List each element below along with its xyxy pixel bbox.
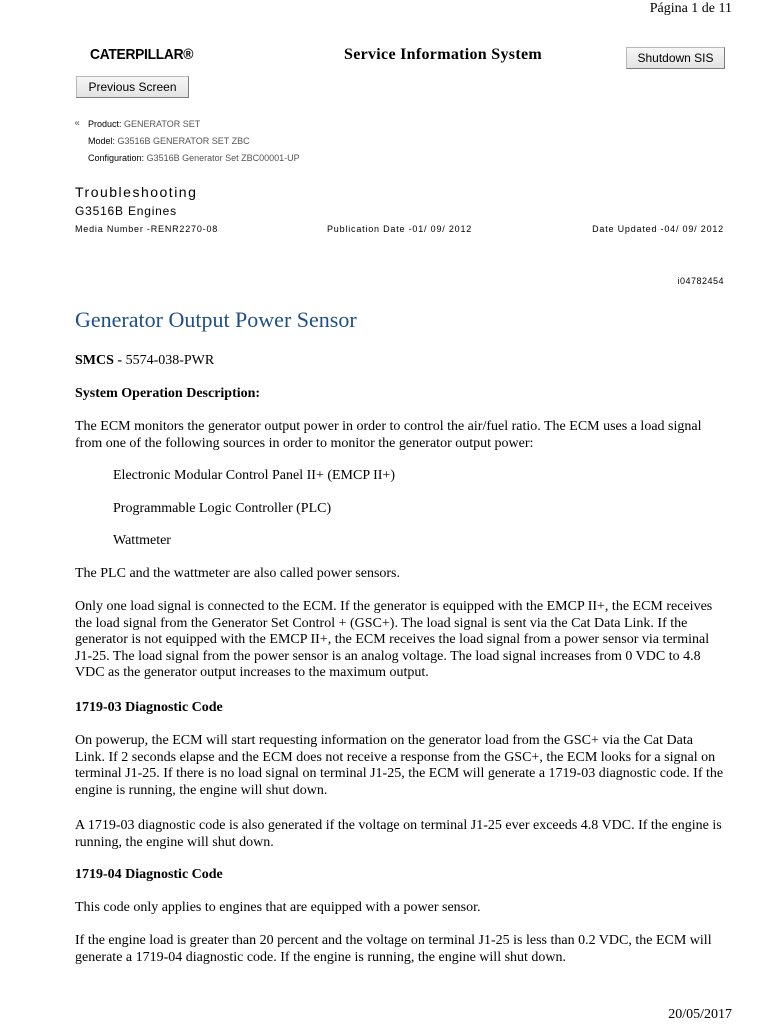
product-value: GENERATOR SET bbox=[124, 119, 201, 129]
caterpillar-logo: CATERPILLAR® bbox=[90, 46, 194, 63]
paragraph-load-signal: Only one load signal is connected to the ECM. If the generator is equipped with the EMCP II+, the ECM receives the load signal from the Generator Set Control + (GSC+). The load signal is sent via the Cat Data Link. If the generator is not equipped with the EMCP II+, the ECM receives the load signal from a power sensor via terminal J1-25. The load signal from the power sensor is an analog voltage. The load signal increases from 0 VDC to 4.8 VDC as the generator output increases to the maximum output. bbox=[75, 599, 713, 681]
code2-heading-text: 1719-04 Diagnostic Code bbox=[75, 867, 223, 882]
document-type: Troubleshooting bbox=[75, 184, 198, 200]
page-number: Página 1 de 11 bbox=[649, 1, 732, 16]
model-label: Model: bbox=[88, 136, 116, 146]
list-item: Electronic Modular Control Panel II+ (EMCP II+) bbox=[113, 468, 395, 483]
paragraph-power-sensors: The PLC and the wattmeter are also called power sensors. bbox=[75, 566, 401, 581]
publication-date: Publication Date -01/ 09/ 2012 bbox=[327, 224, 473, 234]
code1-heading-text: 1719-03 Diagnostic Code bbox=[75, 700, 223, 715]
meta-model bbox=[88, 136, 250, 146]
diagnostic-code-1719-04-heading bbox=[75, 867, 725, 884]
diagnostic-code-1719-03-heading bbox=[75, 700, 725, 717]
paragraph-power-sensor-only: This code only applies to engines that are equipped with a power sensor. bbox=[75, 900, 481, 915]
shutdown-sis-button[interactable]: Shutdown SIS bbox=[626, 47, 725, 69]
system-operation-heading-text: System Operation Description: bbox=[75, 386, 261, 401]
model-value: G3516B GENERATOR SET ZBC bbox=[117, 136, 250, 146]
media-number: Media Number -RENR2270-08 bbox=[75, 224, 219, 234]
paragraph-voltage-exceeds: A 1719-03 diagnostic code is also generated if the voltage on terminal J1-25 ever exceeds 4.8 VDC. If the engine is running, the engine will shut down. bbox=[75, 818, 722, 850]
smcs-line bbox=[75, 353, 725, 370]
document-engine: G3516B Engines bbox=[75, 204, 177, 218]
page-title: Generator Output Power Sensor bbox=[75, 307, 357, 332]
configuration-label: Configuration: bbox=[88, 153, 145, 163]
smcs-value: 5574-038-PWR bbox=[122, 353, 215, 368]
document-id: i04782454 bbox=[677, 276, 724, 286]
smcs-label: SMCS - bbox=[75, 353, 123, 368]
system-operation-heading bbox=[75, 386, 725, 403]
meta-configuration bbox=[88, 153, 300, 163]
paragraph-engine-load: If the engine load is greater than 20 percent and the voltage on terminal J1-25 is less than 0.2 VDC, the ECM will generate a 1719-04 diagnostic code. If the engine is running, the engine will shut down. bbox=[75, 933, 712, 965]
date-updated: Date Updated -04/ 09/ 2012 bbox=[592, 224, 724, 234]
list-item: Programmable Logic Controller (PLC) bbox=[113, 501, 332, 516]
meta-product bbox=[88, 119, 200, 129]
paragraph-powerup: On powerup, the ECM will start requesting information on the generator load from the GSC+ via the Cat Data Link. If 2 seconds elapse and the ECM does not receive a response from the GSC+, the ECM looks for a signal on terminal J1-25. If there is no load signal on terminal J1-25, the ECM will generate a 1719-03 diagnostic code. If the engine is running, the engine will shut down. bbox=[75, 733, 724, 798]
previous-screen-button[interactable]: Previous Screen bbox=[76, 76, 189, 98]
footer-date: 20/05/2017 bbox=[668, 1007, 732, 1022]
configuration-value: G3516B Generator Set ZBC00001-UP bbox=[146, 153, 300, 163]
system-title: Service Information System bbox=[344, 46, 542, 63]
list-item: Wattmeter bbox=[113, 533, 171, 548]
product-label: Product: bbox=[88, 119, 122, 129]
paragraph-intro: The ECM monitors the generator output power in order to control the air/fuel ratio. The ECM uses a load signal from one of the following sources in order to monitor the generator output power: bbox=[75, 419, 702, 451]
collapse-arrow-icon[interactable]: « bbox=[74, 118, 81, 129]
